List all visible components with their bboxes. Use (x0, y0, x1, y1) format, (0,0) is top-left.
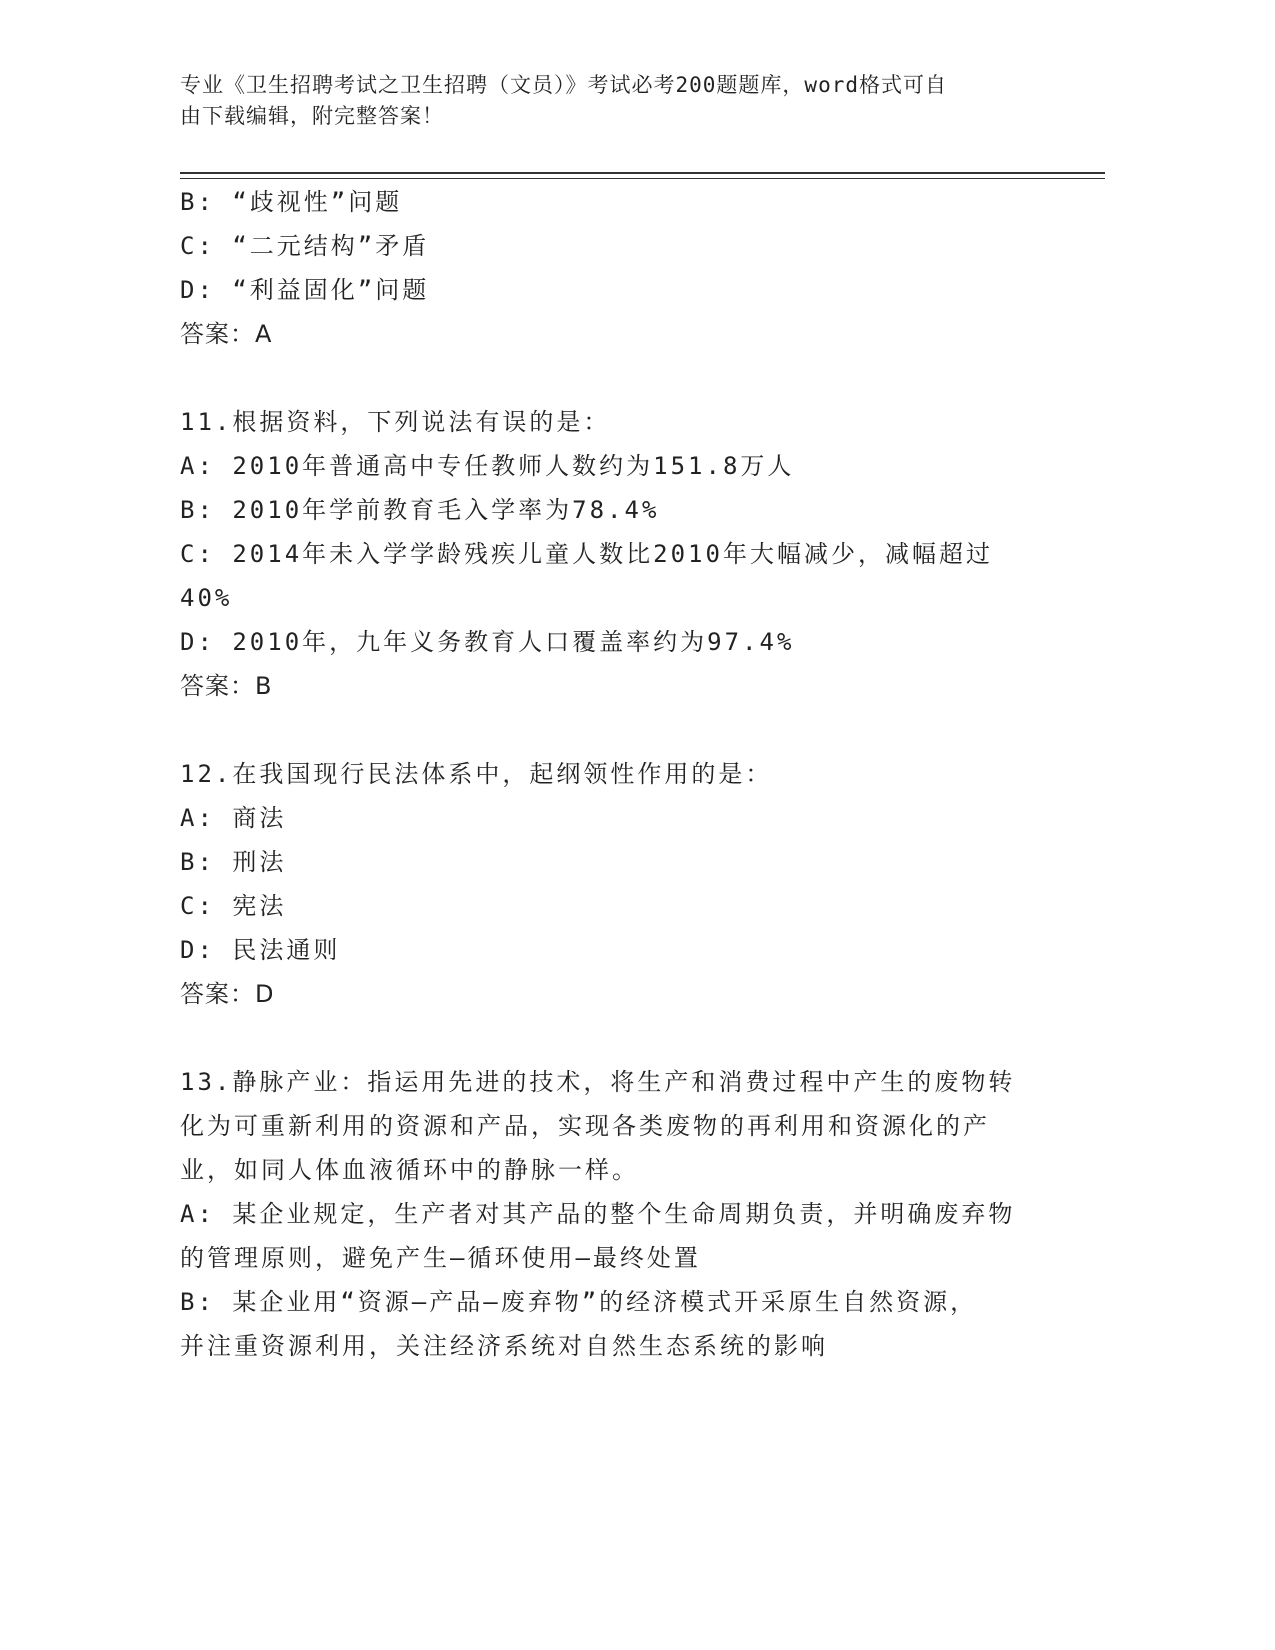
option-c: C: “二元结构”矛盾 (180, 232, 430, 260)
option-d: D: 民法通则 (180, 936, 341, 964)
question-12 (180, 752, 1030, 1016)
question-content (180, 180, 1030, 1368)
option-d: D: “利益固化”问题 (180, 276, 430, 304)
option-c: C: 2014年未入学学龄残疾儿童人数比2010年大幅减少，减幅超过 (180, 540, 993, 568)
answer: 答案：B (180, 672, 273, 700)
header-line-2: 由下载编辑，附完整答案！ (180, 104, 444, 128)
option-b: B: 2010年学前教育毛入学率为78.4% (180, 496, 660, 524)
question-stem-line-3: 业，如同人体血液循环中的静脉一样。 (180, 1156, 639, 1184)
option-b: B: “歧视性”问题 (180, 188, 403, 216)
question-13 (180, 1060, 1030, 1368)
header-rule-thin (180, 178, 1105, 179)
header-rule-thick (180, 172, 1105, 174)
document-header (180, 70, 1060, 132)
option-b-continued: 并注重资源利用，关注经济系统对自然生态系统的影响 (180, 1332, 828, 1360)
option-a: A: 2010年普通高中专任教师人数约为151.8万人 (180, 452, 795, 480)
option-a-continued: 的管理原则，避免产生—循环使用—最终处置 (180, 1244, 701, 1272)
option-a: A: 某企业规定，生产者对其产品的整个生命周期负责，并明确废弃物 (180, 1200, 1016, 1228)
question-10 (180, 180, 1030, 356)
answer: 答案：D (180, 980, 275, 1008)
question-stem: 12.在我国现行民法体系中，起纲领性作用的是： (180, 760, 773, 788)
option-c: C: 宪法 (180, 892, 287, 920)
header-line-1: 专业《卫生招聘考试之卫生招聘（文员）》考试必考200题题库，word格式可自 (180, 73, 947, 97)
option-b: B: 刑法 (180, 848, 287, 876)
option-a: A: 商法 (180, 804, 287, 832)
option-d: D: 2010年，九年义务教育人口覆盖率约为97.4% (180, 628, 795, 656)
option-b: B: 某企业用“资源—产品—废弃物”的经济模式开采原生自然资源， (180, 1288, 978, 1316)
answer: 答案：A (180, 320, 273, 348)
question-stem: 11.根据资料，下列说法有误的是： (180, 408, 611, 436)
question-stem-line-1: 13.静脉产业：指运用先进的技术，将生产和消费过程中产生的废物转 (180, 1068, 1016, 1096)
question-stem-line-2: 化为可重新利用的资源和产品，实现各类废物的再利用和资源化的产 (180, 1112, 990, 1140)
question-11 (180, 400, 1030, 708)
option-c-continued: 40% (180, 584, 233, 612)
